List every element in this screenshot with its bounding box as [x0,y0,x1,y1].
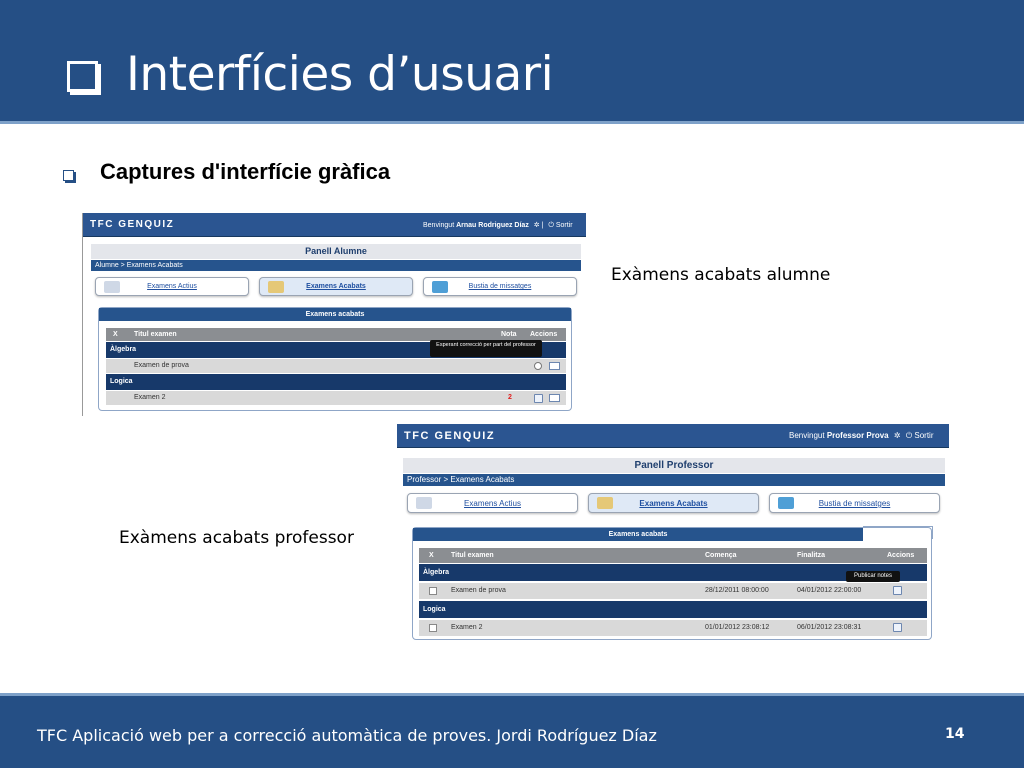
slide-header [0,0,1024,124]
power-icon[interactable]: ⏻ [548,222,554,229]
col-start: Comença [705,552,737,559]
table-title: Examens acabats [99,308,571,321]
app-top-bar [397,424,949,448]
col-actions: Accions [887,552,915,559]
nav-label: Examens Actius [147,283,197,290]
checkbox-bullet-icon [63,170,74,181]
group-header: Logica [419,601,927,618]
welcome-label: Benvingut [423,222,455,229]
table-title: Examens acabats [413,528,863,541]
exam-title: Examen de prova [134,362,189,369]
slide-title: Interfícies d’usuari [126,47,554,102]
tooltip-text: Esperant correcció per part del professor [436,342,536,348]
mail-icon[interactable] [549,394,560,402]
mail-icon[interactable] [549,362,560,370]
exam-title: Examen de prova [451,587,506,594]
row-checkbox[interactable] [429,624,437,632]
document-icon[interactable] [534,394,543,403]
student-screenshot [82,213,586,416]
separator: | [541,222,546,229]
publish-icon[interactable] [893,586,902,595]
breadcrumb[interactable]: Professor > Examens Acabats [403,474,945,486]
exam-end: 04/01/2012 22:00:00 [797,587,862,594]
nav-active-exams-button[interactable] [407,493,578,513]
panel-title: Panell Professor [403,458,945,473]
footer-text: TFC Aplicació web per a correcció automàtica de proves. Jordi Rodríguez Díaz [37,726,657,745]
finished-exams-table [412,527,932,640]
col-actions: Accions [530,331,558,338]
nav-label: Examens Acabats [639,499,708,508]
app-brand: TFC GENQUIZ [90,219,175,230]
power-icon[interactable]: ⏻ [905,431,913,440]
teacher-screenshot [397,424,949,642]
gear-icon[interactable]: ✲ [533,222,540,229]
page-number: 14 [945,726,965,742]
col-x: X [429,552,434,559]
welcome-text [423,221,573,230]
row-checkbox[interactable] [429,587,437,595]
nav-label: Bustia de missatges [818,499,891,508]
table-row[interactable] [419,583,927,599]
checkbox-bullet-icon [67,61,98,92]
tooltip [430,340,542,357]
nav-active-exams-button[interactable] [95,277,249,296]
group-header: Àlgebra [106,342,566,358]
breadcrumb[interactable]: Alumne > Examens Acabats [91,260,581,271]
welcome-label: Benvingut [789,431,825,440]
col-end: Finalitza [797,552,826,559]
user-name: Professor Prova [826,431,889,440]
exam-title: Examen 2 [451,624,483,631]
nav-label: Examens Acabats [306,283,366,290]
finished-exams-table [98,307,572,411]
user-name: Arnau Rodriguez Díaz [456,222,529,229]
slide-footer [0,693,1024,768]
nav-label: Examens Actius [464,499,521,508]
table-row[interactable] [419,620,927,636]
table-row[interactable] [106,359,566,373]
col-title: Titul examen [451,552,494,559]
app-brand: TFC GENQUIZ [404,430,496,442]
nav-mailbox-button[interactable] [769,493,940,513]
exam-grade: 2 [508,394,512,401]
panel-title: Panell Alumne [91,244,581,259]
exam-title: Examen 2 [134,394,166,401]
logout-link[interactable]: Sortir [555,222,573,229]
app-top-bar [83,213,586,237]
clock-icon[interactable] [534,362,542,370]
nav-mailbox-button[interactable] [423,277,577,296]
table-header [419,548,927,563]
exam-start: 28/12/2011 08:00:00 [705,587,769,594]
group-header: Logica [106,374,566,390]
col-title: Titul examen [134,331,177,338]
nav-finished-exams-button[interactable] [259,277,413,296]
logout-link[interactable]: Sortir [914,431,934,440]
document-icon[interactable] [893,623,902,632]
slide-subtitle: Captures d'interfície gràfica [100,159,391,184]
table-row[interactable] [106,391,566,405]
nav-label: Bustia de missatges [468,283,532,290]
exam-start: 01/01/2012 23:08:12 [705,624,770,631]
tooltip-text: Publicar notes [853,573,893,579]
welcome-text [789,431,934,441]
caption-student: Exàmens acabats alumne [611,265,831,285]
caption-teacher: Exàmens acabats professor [119,528,354,548]
tooltip [846,571,900,582]
exam-end: 06/01/2012 23:08:31 [797,624,862,631]
gear-icon[interactable]: ✲ [893,431,901,440]
nav-finished-exams-button[interactable] [588,493,759,513]
col-grade: Nota [501,331,517,338]
group-header: Àlgebra [419,564,927,581]
col-x: X [113,331,118,338]
